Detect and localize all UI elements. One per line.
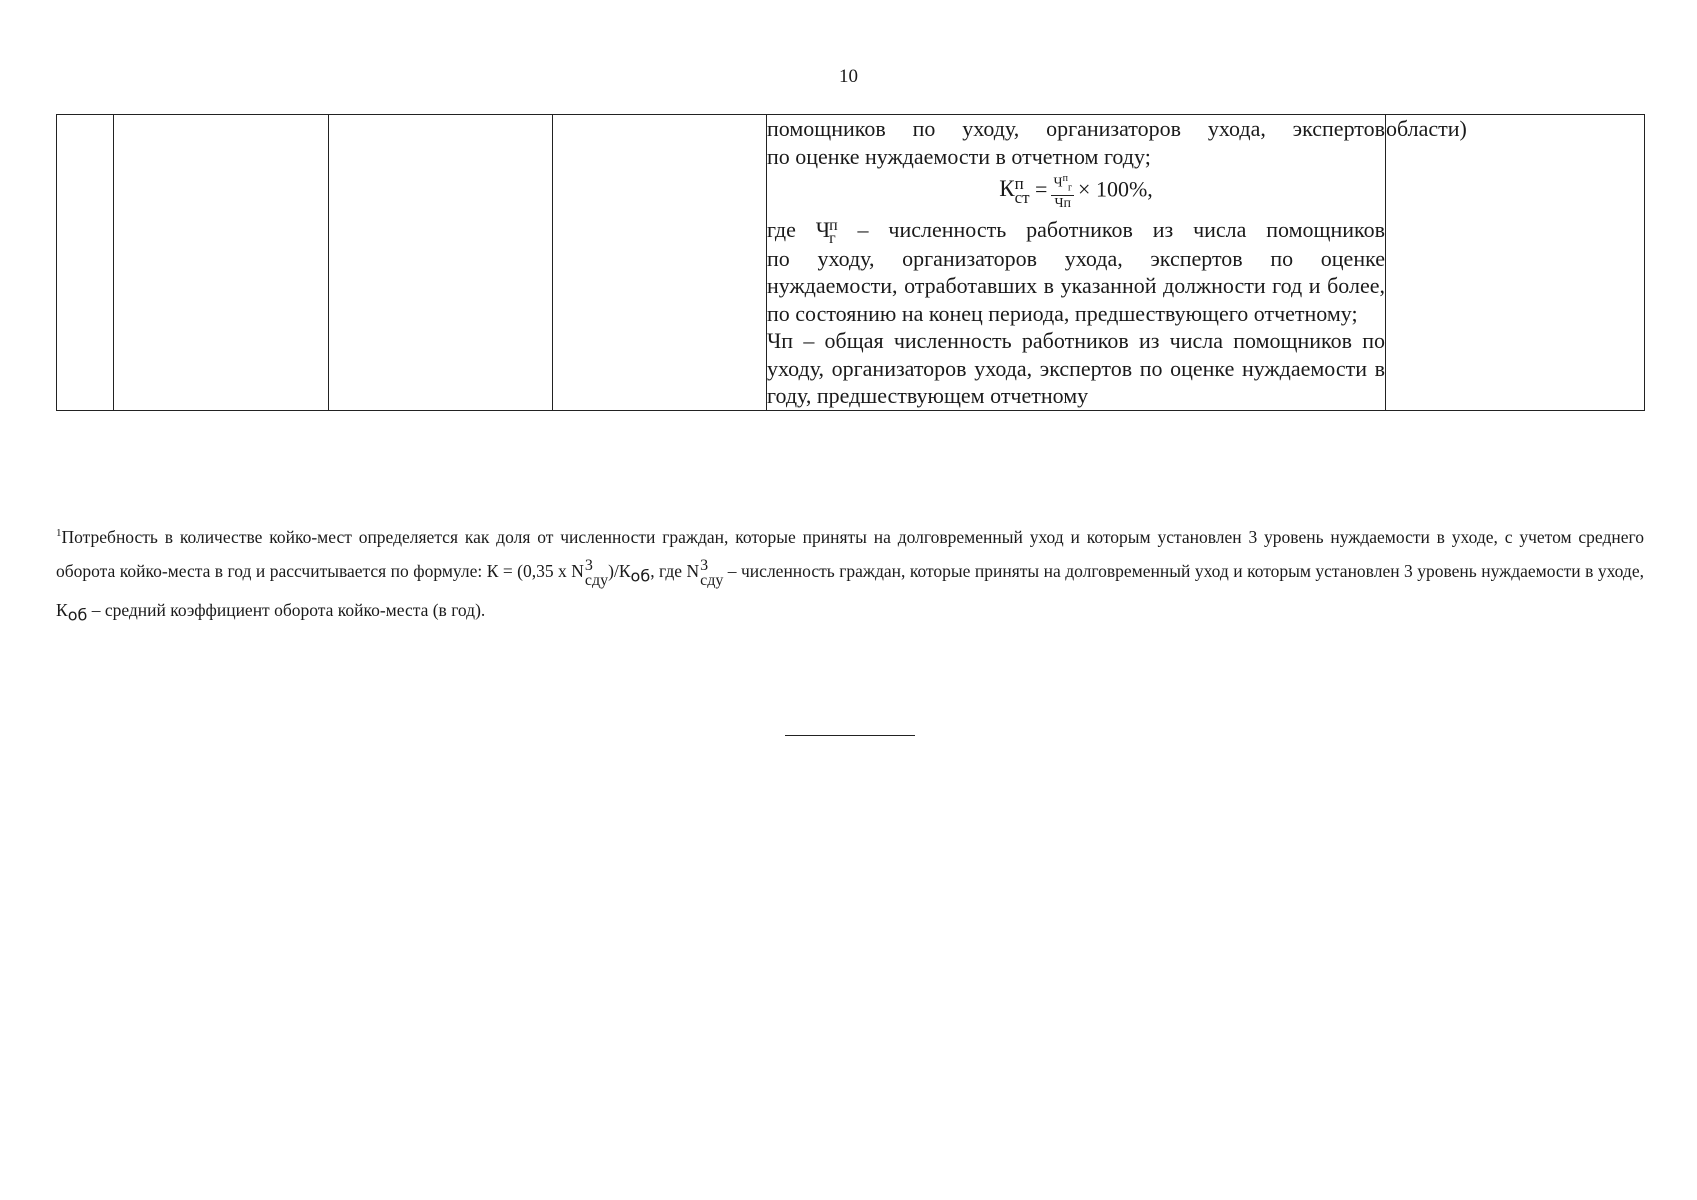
formula-fraction (1051, 172, 1074, 210)
page-number: 10 (839, 66, 858, 87)
formula-num-sup: п (1062, 173, 1068, 184)
footnote-kob-sub: об (630, 566, 651, 586)
where-sub: г (829, 229, 836, 247)
method-line-1: помощников по уходу, организаторов ухода, экспертов (767, 116, 1385, 141)
staff-stability-formula (767, 170, 1385, 216)
footnote-n-sup: 3 (584, 556, 593, 574)
footnote-part-4: – численность граждан, которые приняты на долговременный уход и которым установлен 3 уровень нуждаемости в уходе, К (56, 560, 1644, 621)
formula-equals: = (1035, 176, 1048, 202)
end-rule (785, 735, 915, 736)
method-line-2: по оценке нуждаемости в отчетном году; (767, 143, 1151, 169)
formula-times: × 100%, (1078, 176, 1153, 202)
footnote-part-5: – средний коэффициент оборота койко-места (в год). (87, 600, 486, 621)
where-line (767, 216, 1385, 245)
formula-lhs-sup: п (1014, 174, 1024, 194)
footnote-kob-sub-2: об (67, 605, 88, 625)
where-text: – численность работников из числа помощников (857, 217, 1386, 242)
footnote-n-sup-2: 3 (700, 556, 709, 574)
formula-lhs-base: К (999, 176, 1015, 202)
footnote-n-indices-2 (700, 558, 723, 588)
table-cell-responsible: области) (1386, 115, 1645, 411)
formula-num-base: Ч (1053, 175, 1063, 191)
table-row (57, 115, 1645, 411)
footnote-part-1: Потребность в количестве койко-мест определяется как доля от численности граждан, которые приняты на долговременный уход и которым установлен 3 уровень нуждаемости в уходе, с учетом среднего оборота койко-места в год и рассчитывается по формуле: К = (0,35 х N (56, 526, 1644, 581)
table-cell-value (553, 115, 767, 411)
formula-num-sub: г (1067, 182, 1073, 194)
where-base: Ч (815, 217, 831, 242)
formula-lhs-sub: ст (1014, 188, 1030, 208)
table-cell-unit (329, 115, 553, 411)
table-cell-number (57, 115, 114, 411)
method-paragraph-2: Чп – общая численность работников из числа помощников по уходу, организаторов ухода, экспертов по оценке нуждаемости в году, предшествующем отчетному (767, 328, 1385, 409)
footnote-n-sub-2: сду (700, 571, 724, 589)
footnote-part-3: , где N (650, 560, 700, 581)
table-cell-method (767, 115, 1386, 411)
method-paragraph-1: по уходу, организаторов ухода, экспертов по оценке нуждаемости, отработавших в указанной должности год и более, по состоянию на конец периода, предшествующего отчетному; (767, 245, 1385, 326)
where-sup: п (829, 216, 838, 234)
footnote-n-indices (585, 558, 608, 588)
formula-numerator (1051, 172, 1074, 196)
where-indices (829, 216, 838, 247)
formula-denominator: Чп (1054, 196, 1072, 212)
formula-lhs-indices (1014, 174, 1030, 208)
where-prefix: где (767, 217, 796, 242)
footnote-part-2: )/К (608, 560, 631, 581)
indicator-table (56, 114, 1645, 411)
footnote-mark: 1 (56, 527, 62, 539)
footnote-n-sub: сду (584, 571, 609, 589)
footnote (56, 516, 1644, 633)
table-cell-indicator (114, 115, 329, 411)
